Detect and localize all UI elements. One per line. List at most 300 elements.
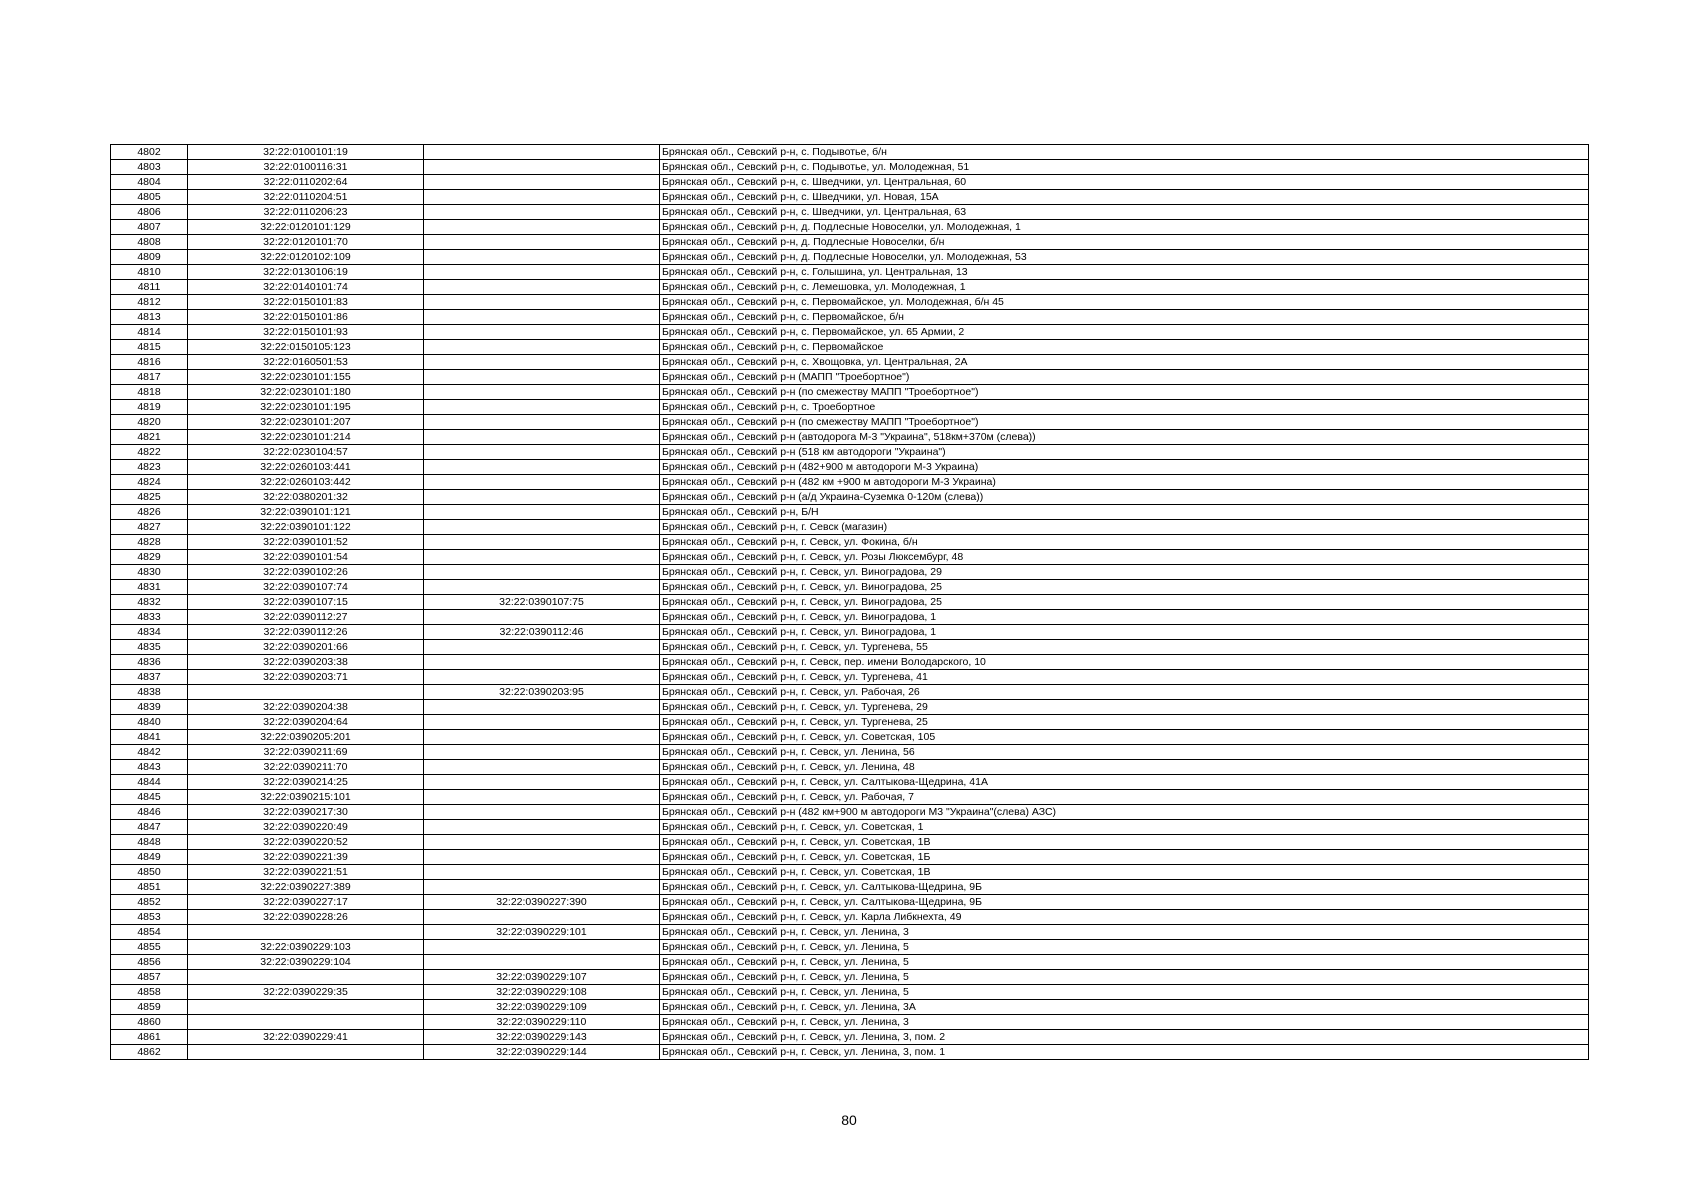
row-number-cell: 4847 (111, 820, 188, 835)
table-row (111, 580, 1589, 595)
address-cell: Брянская обл., Севский р-н, г. Севск, ул. Ленина, 48 (660, 760, 1589, 775)
table-row (111, 160, 1589, 175)
linked-cadastral-number-cell (424, 640, 660, 655)
linked-cadastral-number-cell (424, 835, 660, 850)
linked-cadastral-number-cell (424, 400, 660, 415)
linked-cadastral-number-cell (424, 160, 660, 175)
linked-cadastral-number-cell: 32:22:0390229:144 (424, 1045, 660, 1060)
table-row (111, 655, 1589, 670)
address-cell: Брянская обл., Севский р-н, д. Подлесные Новоселки, ул. Молодежная, 1 (660, 220, 1589, 235)
row-number-cell: 4812 (111, 295, 188, 310)
table-row (111, 415, 1589, 430)
cadastral-number-cell: 32:22:0140101:74 (188, 280, 424, 295)
cadastral-number-cell: 32:22:0230104:57 (188, 445, 424, 460)
table-row (111, 550, 1589, 565)
address-cell: Брянская обл., Севский р-н, с. Первомайское (660, 340, 1589, 355)
linked-cadastral-number-cell (424, 190, 660, 205)
row-number-cell: 4830 (111, 565, 188, 580)
cadastral-number-cell: 32:22:0230101:195 (188, 400, 424, 415)
address-cell: Брянская обл., Севский р-н, г. Севск, ул. Салтыкова-Щедрина, 41А (660, 775, 1589, 790)
linked-cadastral-number-cell (424, 730, 660, 745)
address-cell: Брянская обл., Севский р-н, г. Севск, ул. Фокина, б/н (660, 535, 1589, 550)
linked-cadastral-number-cell (424, 820, 660, 835)
row-number-cell: 4821 (111, 430, 188, 445)
cadastral-number-cell: 32:22:0230101:155 (188, 370, 424, 385)
cadastral-number-cell: 32:22:0230101:214 (188, 430, 424, 445)
address-cell: Брянская обл., Севский р-н, с. Первомайское, ул. 65 Армии, 2 (660, 325, 1589, 340)
cadastral-number-cell: 32:22:0100101:19 (188, 145, 424, 160)
table-row (111, 250, 1589, 265)
address-cell: Брянская обл., Севский р-н (482 км +900 м автодороги М-3 Украина) (660, 475, 1589, 490)
address-cell: Брянская обл., Севский р-н, с. Троебортное (660, 400, 1589, 415)
table-row (111, 595, 1589, 610)
table-row (111, 565, 1589, 580)
linked-cadastral-number-cell (424, 745, 660, 760)
table-row (111, 1015, 1589, 1030)
linked-cadastral-number-cell (424, 580, 660, 595)
table-row (111, 1030, 1589, 1045)
address-cell: Брянская обл., Севский р-н, г. Севск, ул. Ленина, 3А (660, 1000, 1589, 1015)
address-cell: Брянская обл., Севский р-н, г. Севск, ул. Ленина, 56 (660, 745, 1589, 760)
table-row (111, 175, 1589, 190)
address-cell: Брянская обл., Севский р-н (а/д Украина-Суземка 0-120м (слева)) (660, 490, 1589, 505)
address-cell: Брянская обл., Севский р-н (автодорога М-3 "Украина", 518км+370м (слева)) (660, 430, 1589, 445)
linked-cadastral-number-cell (424, 295, 660, 310)
address-cell: Брянская обл., Севский р-н, с. Шведчики, ул. Центральная, 60 (660, 175, 1589, 190)
registry-table-body (111, 145, 1589, 1060)
table-row (111, 955, 1589, 970)
address-cell: Брянская обл., Севский р-н, г. Севск, ул. Советская, 1Б (660, 850, 1589, 865)
address-cell: Брянская обл., Севский р-н, г. Севск, ул. Ленина, 3, пом. 1 (660, 1045, 1589, 1060)
row-number-cell: 4839 (111, 700, 188, 715)
row-number-cell: 4826 (111, 505, 188, 520)
row-number-cell: 4861 (111, 1030, 188, 1045)
address-cell: Брянская обл., Севский р-н, г. Севск, ул. Рабочая, 26 (660, 685, 1589, 700)
row-number-cell: 4828 (111, 535, 188, 550)
address-cell: Брянская обл., Севский р-н, д. Подлесные Новоселки, б/н (660, 235, 1589, 250)
address-cell: Брянская обл., Севский р-н, с. Лемешовка, ул. Молодежная, 1 (660, 280, 1589, 295)
cadastral-number-cell: 32:22:0390204:64 (188, 715, 424, 730)
row-number-cell: 4822 (111, 445, 188, 460)
address-cell: Брянская обл., Севский р-н, г. Севск, ул. Виноградова, 25 (660, 580, 1589, 595)
table-row (111, 760, 1589, 775)
cadastral-number-cell: 32:22:0230101:180 (188, 385, 424, 400)
linked-cadastral-number-cell: 32:22:0390229:110 (424, 1015, 660, 1030)
cadastral-number-cell: 32:22:0390101:122 (188, 520, 424, 535)
linked-cadastral-number-cell (424, 655, 660, 670)
row-number-cell: 4854 (111, 925, 188, 940)
row-number-cell: 4840 (111, 715, 188, 730)
row-number-cell: 4802 (111, 145, 188, 160)
linked-cadastral-number-cell (424, 700, 660, 715)
linked-cadastral-number-cell (424, 775, 660, 790)
page-number: 80 (841, 1112, 857, 1128)
linked-cadastral-number-cell: 32:22:0390229:107 (424, 970, 660, 985)
table-row (111, 640, 1589, 655)
address-cell: Брянская обл., Севский р-н, г. Севск, ул. Виноградова, 1 (660, 625, 1589, 640)
linked-cadastral-number-cell (424, 415, 660, 430)
cadastral-number-cell: 32:22:0390229:35 (188, 985, 424, 1000)
cadastral-number-cell (188, 1045, 424, 1060)
cadastral-number-cell: 32:22:0160501:53 (188, 355, 424, 370)
linked-cadastral-number-cell (424, 910, 660, 925)
row-number-cell: 4806 (111, 205, 188, 220)
address-cell: Брянская обл., Севский р-н, г. Севск, ул. Ленина, 5 (660, 940, 1589, 955)
cadastral-number-cell: 32:22:0390228:26 (188, 910, 424, 925)
row-number-cell: 4824 (111, 475, 188, 490)
linked-cadastral-number-cell (424, 490, 660, 505)
row-number-cell: 4817 (111, 370, 188, 385)
table-row (111, 370, 1589, 385)
row-number-cell: 4829 (111, 550, 188, 565)
address-cell: Брянская обл., Севский р-н (482 км+900 м автодороги М3 "Украина"(слева) АЗС) (660, 805, 1589, 820)
linked-cadastral-number-cell: 32:22:0390107:75 (424, 595, 660, 610)
table-row (111, 775, 1589, 790)
cadastral-number-cell (188, 970, 424, 985)
cadastral-number-cell: 32:22:0120101:129 (188, 220, 424, 235)
table-row (111, 730, 1589, 745)
linked-cadastral-number-cell (424, 940, 660, 955)
address-cell: Брянская обл., Севский р-н, г. Севск, ул. Розы Люксембург, 48 (660, 550, 1589, 565)
row-number-cell: 4843 (111, 760, 188, 775)
row-number-cell: 4803 (111, 160, 188, 175)
row-number-cell: 4813 (111, 310, 188, 325)
linked-cadastral-number-cell (424, 520, 660, 535)
address-cell: Брянская обл., Севский р-н (МАПП "Троебортное") (660, 370, 1589, 385)
row-number-cell: 4832 (111, 595, 188, 610)
cadastral-number-cell: 32:22:0100116:31 (188, 160, 424, 175)
cadastral-number-cell: 32:22:0150101:83 (188, 295, 424, 310)
cadastral-number-cell: 32:22:0390211:69 (188, 745, 424, 760)
address-cell: Брянская обл., Севский р-н, Б/Н (660, 505, 1589, 520)
address-cell: Брянская обл., Севский р-н, г. Севск, ул. Ленина, 5 (660, 970, 1589, 985)
linked-cadastral-number-cell (424, 505, 660, 520)
address-cell: Брянская обл., Севский р-н (482+900 м автодороги М-3 Украина) (660, 460, 1589, 475)
row-number-cell: 4838 (111, 685, 188, 700)
linked-cadastral-number-cell (424, 370, 660, 385)
registry-table (110, 144, 1589, 1060)
cadastral-number-cell: 32:22:0150101:86 (188, 310, 424, 325)
address-cell: Брянская обл., Севский р-н, г. Севск, ул. Советская, 1В (660, 865, 1589, 880)
linked-cadastral-number-cell: 32:22:0390229:109 (424, 1000, 660, 1015)
table-row (111, 805, 1589, 820)
cadastral-number-cell: 32:22:0390215:101 (188, 790, 424, 805)
linked-cadastral-number-cell (424, 310, 660, 325)
cadastral-number-cell: 32:22:0110202:64 (188, 175, 424, 190)
linked-cadastral-number-cell: 32:22:0390112:46 (424, 625, 660, 640)
linked-cadastral-number-cell (424, 220, 660, 235)
linked-cadastral-number-cell (424, 790, 660, 805)
cadastral-number-cell: 32:22:0390203:71 (188, 670, 424, 685)
cadastral-number-cell: 32:22:0260103:441 (188, 460, 424, 475)
address-cell: Брянская обл., Севский р-н, г. Севск, ул. Салтыкова-Щедрина, 9Б (660, 895, 1589, 910)
address-cell: Брянская обл., Севский р-н, г. Севск, пер. имени Володарского, 10 (660, 655, 1589, 670)
row-number-cell: 4808 (111, 235, 188, 250)
row-number-cell: 4816 (111, 355, 188, 370)
table-row (111, 400, 1589, 415)
cadastral-number-cell: 32:22:0390101:54 (188, 550, 424, 565)
row-number-cell: 4834 (111, 625, 188, 640)
table-row (111, 835, 1589, 850)
row-number-cell: 4841 (111, 730, 188, 745)
table-row (111, 700, 1589, 715)
cadastral-number-cell: 32:22:0390101:121 (188, 505, 424, 520)
address-cell: Брянская обл., Севский р-н, г. Севск, ул. Советская, 1 (660, 820, 1589, 835)
cadastral-number-cell: 32:22:0390205:201 (188, 730, 424, 745)
table-row (111, 535, 1589, 550)
table-row (111, 610, 1589, 625)
table-row (111, 985, 1589, 1000)
table-row (111, 715, 1589, 730)
linked-cadastral-number-cell: 32:22:0390227:390 (424, 895, 660, 910)
address-cell: Брянская обл., Севский р-н, г. Севск, ул. Ленина, 5 (660, 985, 1589, 1000)
row-number-cell: 4825 (111, 490, 188, 505)
linked-cadastral-number-cell (424, 865, 660, 880)
row-number-cell: 4860 (111, 1015, 188, 1030)
linked-cadastral-number-cell (424, 280, 660, 295)
cadastral-number-cell: 32:22:0390204:38 (188, 700, 424, 715)
cadastral-number-cell: 32:22:0390112:27 (188, 610, 424, 625)
linked-cadastral-number-cell (424, 715, 660, 730)
cadastral-number-cell: 32:22:0390203:38 (188, 655, 424, 670)
table-row (111, 670, 1589, 685)
table-row (111, 220, 1589, 235)
address-cell: Брянская обл., Севский р-н, с. Первомайское, ул. Молодежная, б/н 45 (660, 295, 1589, 310)
cadastral-number-cell: 32:22:0390220:52 (188, 835, 424, 850)
address-cell: Брянская обл., Севский р-н, г. Севск, ул. Виноградова, 29 (660, 565, 1589, 580)
row-number-cell: 4814 (111, 325, 188, 340)
cadastral-number-cell: 32:22:0390229:104 (188, 955, 424, 970)
cadastral-number-cell: 32:22:0390217:30 (188, 805, 424, 820)
cadastral-number-cell: 32:22:0390107:74 (188, 580, 424, 595)
cadastral-number-cell: 32:22:0390227:17 (188, 895, 424, 910)
table-row (111, 1045, 1589, 1060)
cadastral-number-cell (188, 1000, 424, 1015)
table-row (111, 880, 1589, 895)
table-row (111, 895, 1589, 910)
cadastral-number-cell: 32:22:0390229:41 (188, 1030, 424, 1045)
cadastral-number-cell (188, 685, 424, 700)
cadastral-number-cell: 32:22:0390107:15 (188, 595, 424, 610)
table-row (111, 970, 1589, 985)
table-row (111, 490, 1589, 505)
cadastral-number-cell: 32:22:0150101:93 (188, 325, 424, 340)
cadastral-number-cell (188, 1015, 424, 1030)
linked-cadastral-number-cell: 32:22:0390229:101 (424, 925, 660, 940)
linked-cadastral-number-cell (424, 880, 660, 895)
linked-cadastral-number-cell (424, 475, 660, 490)
row-number-cell: 4820 (111, 415, 188, 430)
address-cell: Брянская обл., Севский р-н, г. Севск, ул. Карла Либкнехта, 49 (660, 910, 1589, 925)
row-number-cell: 4809 (111, 250, 188, 265)
cadastral-number-cell: 32:22:0390201:66 (188, 640, 424, 655)
row-number-cell: 4846 (111, 805, 188, 820)
cadastral-number-cell: 32:22:0150105:123 (188, 340, 424, 355)
cadastral-number-cell: 32:22:0120101:70 (188, 235, 424, 250)
row-number-cell: 4833 (111, 610, 188, 625)
table-row (111, 790, 1589, 805)
row-number-cell: 4819 (111, 400, 188, 415)
row-number-cell: 4815 (111, 340, 188, 355)
row-number-cell: 4845 (111, 790, 188, 805)
linked-cadastral-number-cell: 32:22:0390229:143 (424, 1030, 660, 1045)
row-number-cell: 4853 (111, 910, 188, 925)
address-cell: Брянская обл., Севский р-н, с. Голышина, ул. Центральная, 13 (660, 265, 1589, 280)
address-cell: Брянская обл., Севский р-н (по смежеству МАПП "Троебортное") (660, 385, 1589, 400)
row-number-cell: 4807 (111, 220, 188, 235)
table-row (111, 1000, 1589, 1015)
table-row (111, 625, 1589, 640)
table-row (111, 325, 1589, 340)
cadastral-number-cell: 32:22:0390112:26 (188, 625, 424, 640)
linked-cadastral-number-cell (424, 355, 660, 370)
table-row (111, 940, 1589, 955)
row-number-cell: 4811 (111, 280, 188, 295)
row-number-cell: 4850 (111, 865, 188, 880)
linked-cadastral-number-cell (424, 670, 660, 685)
table-row (111, 310, 1589, 325)
linked-cadastral-number-cell (424, 145, 660, 160)
table-row (111, 265, 1589, 280)
cadastral-number-cell: 32:22:0380201:32 (188, 490, 424, 505)
table-row (111, 820, 1589, 835)
linked-cadastral-number-cell (424, 565, 660, 580)
table-row (111, 850, 1589, 865)
address-cell: Брянская обл., Севский р-н, г. Севск, ул. Ленина, 5 (660, 955, 1589, 970)
cadastral-number-cell: 32:22:0390211:70 (188, 760, 424, 775)
table-row (111, 475, 1589, 490)
address-cell: Брянская обл., Севский р-н, с. Хвощовка, ул. Центральная, 2А (660, 355, 1589, 370)
table-row (111, 295, 1589, 310)
address-cell: Брянская обл., Севский р-н, г. Севск, ул. Советская, 105 (660, 730, 1589, 745)
cadastral-number-cell: 32:22:0130106:19 (188, 265, 424, 280)
cadastral-number-cell: 32:22:0390221:51 (188, 865, 424, 880)
row-number-cell: 4844 (111, 775, 188, 790)
address-cell: Брянская обл., Севский р-н, г. Севск, ул. Тургенева, 55 (660, 640, 1589, 655)
cadastral-number-cell: 32:22:0390221:39 (188, 850, 424, 865)
linked-cadastral-number-cell (424, 610, 660, 625)
linked-cadastral-number-cell (424, 460, 660, 475)
address-cell: Брянская обл., Севский р-н, д. Подлесные Новоселки, ул. Молодежная, 53 (660, 250, 1589, 265)
cadastral-number-cell: 32:22:0110204:51 (188, 190, 424, 205)
row-number-cell: 4856 (111, 955, 188, 970)
address-cell: Брянская обл., Севский р-н, г. Севск (магазин) (660, 520, 1589, 535)
cadastral-number-cell: 32:22:0390214:25 (188, 775, 424, 790)
table-row (111, 235, 1589, 250)
address-cell: Брянская обл., Севский р-н, г. Севск, ул. Тургенева, 25 (660, 715, 1589, 730)
row-number-cell: 4837 (111, 670, 188, 685)
cadastral-number-cell: 32:22:0110206:23 (188, 205, 424, 220)
row-number-cell: 4862 (111, 1045, 188, 1060)
linked-cadastral-number-cell (424, 175, 660, 190)
cadastral-number-cell: 32:22:0120102:109 (188, 250, 424, 265)
table-row (111, 145, 1589, 160)
row-number-cell: 4852 (111, 895, 188, 910)
address-cell: Брянская обл., Севский р-н, г. Севск, ул. Виноградова, 25 (660, 595, 1589, 610)
row-number-cell: 4855 (111, 940, 188, 955)
table-row (111, 910, 1589, 925)
address-cell: Брянская обл., Севский р-н, г. Севск, ул. Салтыкова-Щедрина, 9Б (660, 880, 1589, 895)
cadastral-number-cell: 32:22:0390229:103 (188, 940, 424, 955)
address-cell: Брянская обл., Севский р-н, с. Шведчики, ул. Центральная, 63 (660, 205, 1589, 220)
address-cell: Брянская обл., Севский р-н, г. Севск, ул. Виноградова, 1 (660, 610, 1589, 625)
row-number-cell: 4857 (111, 970, 188, 985)
row-number-cell: 4849 (111, 850, 188, 865)
address-cell: Брянская обл., Севский р-н, с. Шведчики, ул. Новая, 15А (660, 190, 1589, 205)
row-number-cell: 4842 (111, 745, 188, 760)
row-number-cell: 4804 (111, 175, 188, 190)
linked-cadastral-number-cell (424, 955, 660, 970)
linked-cadastral-number-cell (424, 250, 660, 265)
cadastral-number-cell: 32:22:0230101:207 (188, 415, 424, 430)
table-row (111, 745, 1589, 760)
row-number-cell: 4836 (111, 655, 188, 670)
table-row (111, 685, 1589, 700)
table-row (111, 385, 1589, 400)
address-cell: Брянская обл., Севский р-н, г. Севск, ул. Тургенева, 41 (660, 670, 1589, 685)
table-row (111, 355, 1589, 370)
linked-cadastral-number-cell (424, 805, 660, 820)
table-row (111, 280, 1589, 295)
address-cell: Брянская обл., Севский р-н, с. Подывотье, ул. Молодежная, 51 (660, 160, 1589, 175)
table-row (111, 430, 1589, 445)
linked-cadastral-number-cell (424, 265, 660, 280)
linked-cadastral-number-cell (424, 850, 660, 865)
table-row (111, 190, 1589, 205)
address-cell: Брянская обл., Севский р-н, г. Севск, ул. Тургенева, 29 (660, 700, 1589, 715)
cadastral-number-cell (188, 925, 424, 940)
address-cell: Брянская обл., Севский р-н, г. Севск, ул. Ленина, 3, пом. 2 (660, 1030, 1589, 1045)
linked-cadastral-number-cell: 32:22:0390229:108 (424, 985, 660, 1000)
row-number-cell: 4859 (111, 1000, 188, 1015)
cadastral-number-cell: 32:22:0390220:49 (188, 820, 424, 835)
linked-cadastral-number-cell (424, 205, 660, 220)
table-row (111, 340, 1589, 355)
linked-cadastral-number-cell (424, 535, 660, 550)
table-row (111, 505, 1589, 520)
linked-cadastral-number-cell (424, 445, 660, 460)
address-cell: Брянская обл., Севский р-н, г. Севск, ул. Советская, 1В (660, 835, 1589, 850)
row-number-cell: 4851 (111, 880, 188, 895)
row-number-cell: 4823 (111, 460, 188, 475)
linked-cadastral-number-cell: 32:22:0390203:95 (424, 685, 660, 700)
address-cell: Брянская обл., Севский р-н, с. Подывотье, б/н (660, 145, 1589, 160)
cadastral-number-cell: 32:22:0390227:389 (188, 880, 424, 895)
linked-cadastral-number-cell (424, 340, 660, 355)
linked-cadastral-number-cell (424, 235, 660, 250)
table-row (111, 205, 1589, 220)
linked-cadastral-number-cell (424, 550, 660, 565)
row-number-cell: 4848 (111, 835, 188, 850)
address-cell: Брянская обл., Севский р-н (по смежеству МАПП "Троебортное") (660, 415, 1589, 430)
row-number-cell: 4827 (111, 520, 188, 535)
cadastral-number-cell: 32:22:0260103:442 (188, 475, 424, 490)
linked-cadastral-number-cell (424, 430, 660, 445)
row-number-cell: 4805 (111, 190, 188, 205)
row-number-cell: 4858 (111, 985, 188, 1000)
address-cell: Брянская обл., Севский р-н, г. Севск, ул. Рабочая, 7 (660, 790, 1589, 805)
row-number-cell: 4810 (111, 265, 188, 280)
linked-cadastral-number-cell (424, 760, 660, 775)
row-number-cell: 4831 (111, 580, 188, 595)
table-row (111, 445, 1589, 460)
table-row (111, 520, 1589, 535)
cadastral-number-cell: 32:22:0390101:52 (188, 535, 424, 550)
row-number-cell: 4835 (111, 640, 188, 655)
address-cell: Брянская обл., Севский р-н, г. Севск, ул. Ленина, 3 (660, 925, 1589, 940)
table-row (111, 460, 1589, 475)
address-cell: Брянская обл., Севский р-н (518 км автодороги "Украина") (660, 445, 1589, 460)
